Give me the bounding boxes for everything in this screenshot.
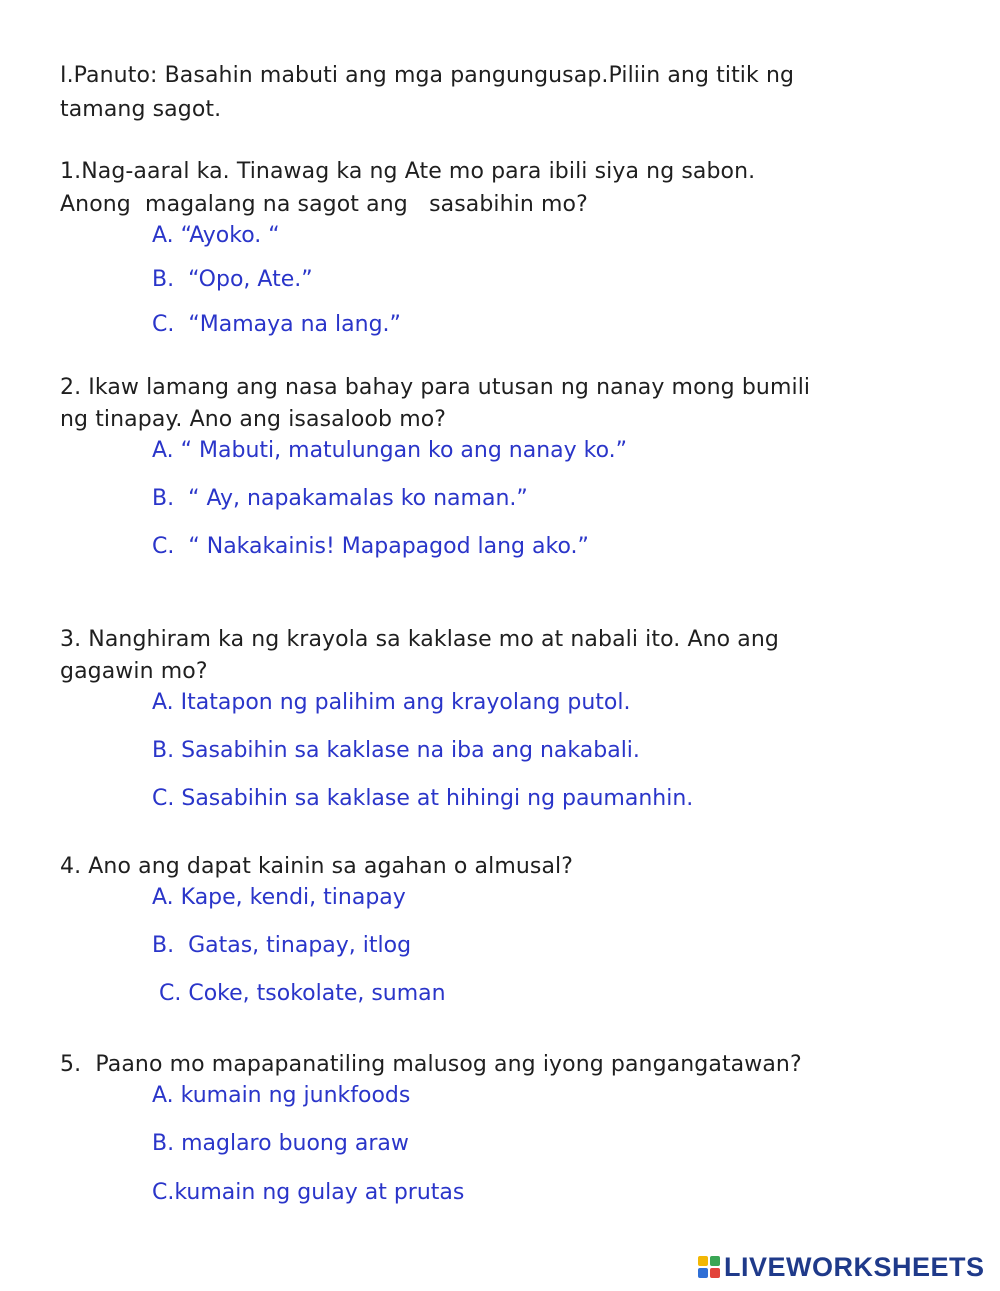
instructions-line-1: I.Panuto: Basahin mabuti ang mga pangungusap.Piliin ang titik ng [60,63,795,88]
question-4-option-b[interactable]: B. Gatas, tinapay, itlog [152,933,412,958]
question-2-line-1: 2. Ikaw lamang ang nasa bahay para utusan ng nanay mong bumili [60,375,811,400]
question-2-option-a[interactable]: A. “ Mabuti, matulungan ko ang nanay ko.” [152,438,628,463]
liveworksheets-logo [698,1253,985,1281]
logo-mark-square-4 [710,1268,720,1278]
question-5-option-c[interactable]: C.kumain ng gulay at prutas [152,1180,465,1205]
question-5-line-1: 5. Paano mo mapapanatiling malusog ang iyong pangangatawan? [60,1052,802,1077]
question-3-option-c[interactable]: C. Sasabihin sa kaklase at hihingi ng paumanhin. [152,786,694,811]
question-3-line-1: 3. Nanghiram ka ng krayola sa kaklase mo at nabali ito. Ano ang [60,627,780,652]
question-3-line-2: gagawin mo? [60,659,208,684]
question-4-option-c[interactable]: C. Coke, tsokolate, suman [152,981,446,1006]
logo-mark-square-2 [710,1256,720,1266]
question-1-option-c[interactable]: C. “Mamaya na lang.” [152,312,401,337]
question-4-option-a[interactable]: A. Kape, kendi, tinapay [152,885,406,910]
question-1-option-a[interactable]: A. “Ayoko. “ [152,223,280,248]
question-3-option-a[interactable]: A. Itatapon ng palihim ang krayolang putol. [152,690,631,715]
question-2-line-2: ng tinapay. Ano ang isasaloob mo? [60,407,447,432]
logo-mark-square-3 [698,1268,708,1278]
question-1-line-2: Anong magalang na sagot ang sasabihin mo? [60,192,588,217]
instructions-line-2: tamang sagot. [60,97,222,122]
question-1-option-b[interactable]: B. “Opo, Ate.” [152,267,313,292]
question-3-option-b[interactable]: B. Sasabihin sa kaklase na iba ang nakabali. [152,738,640,763]
question-2-option-c[interactable]: C. “ Nakakainis! Mapapagod lang ako.” [152,534,589,559]
logo-mark-icon [698,1256,720,1278]
logo-mark-square-1 [698,1256,708,1266]
question-5-option-a[interactable]: A. kumain ng junkfoods [152,1083,411,1108]
question-1-line-1: 1.Nag-aaral ka. Tinawag ka ng Ate mo para ibili siya ng sabon. [60,159,756,184]
question-2-option-b[interactable]: B. “ Ay, napakamalas ko naman.” [152,486,528,511]
question-5-option-b[interactable]: B. maglaro buong araw [152,1131,409,1156]
logo-text: LIVEWORKSHEETS [724,1252,985,1282]
question-4-line-1: 4. Ano ang dapat kainin sa agahan o almusal? [60,854,574,879]
